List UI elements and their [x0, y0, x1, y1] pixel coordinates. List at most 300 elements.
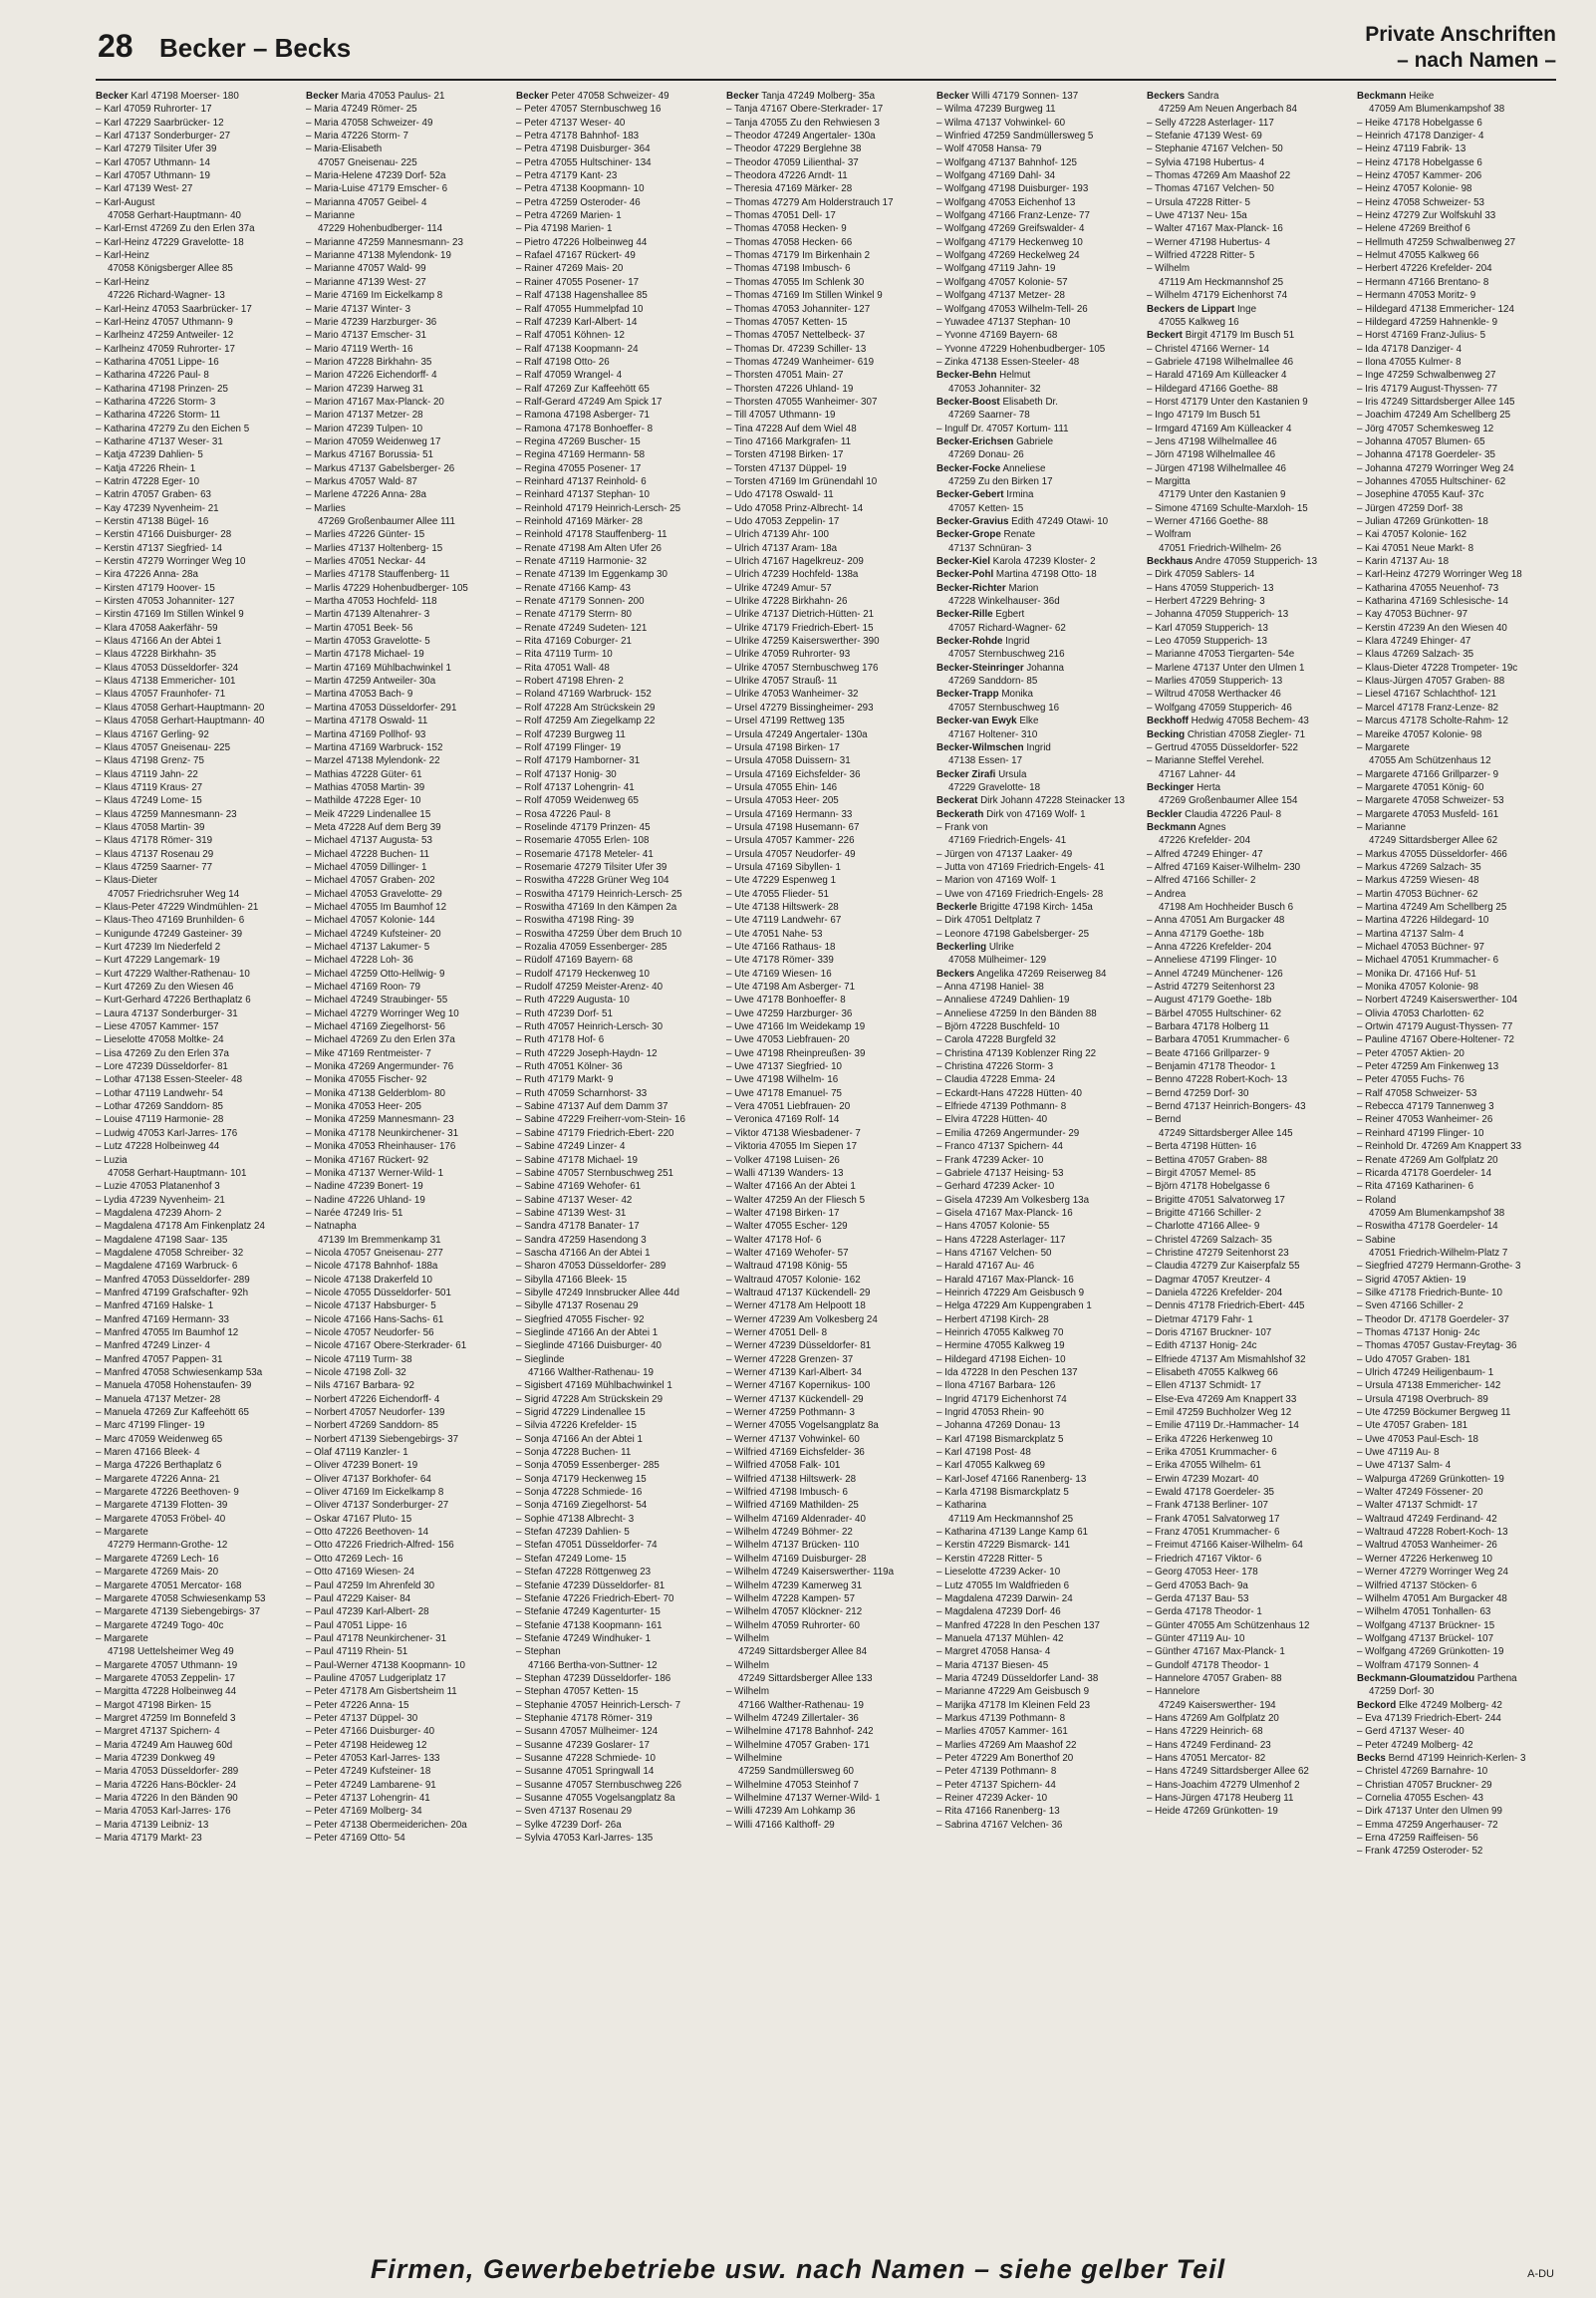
entry-text: – Michael 47053 Büchner- 97 [1357, 942, 1484, 953]
entry-text: – Torsten 47169 Im Grünendahl 10 [726, 475, 878, 487]
directory-entry [516, 409, 715, 422]
directory-entry [1147, 1566, 1346, 1579]
directory-entry [726, 369, 926, 382]
directory-entry [96, 1274, 295, 1287]
directory-entry [306, 1486, 505, 1499]
entry-text: – Gisela 47167 Max-Planck- 16 [936, 1207, 1073, 1219]
directory-entry [1147, 1433, 1346, 1446]
entry-text: 47249 Sittardsberger Allee 62 [1369, 835, 1498, 847]
directory-entry [1357, 1779, 1556, 1792]
entry-text: – Christian 47057 Bruckner- 29 [1357, 1779, 1492, 1791]
entry-text: – Heinz 47058 Schweizer- 53 [1357, 196, 1484, 208]
entry-text: – Olaf 47119 Kanzler- 1 [306, 1447, 408, 1459]
directory-entry [726, 1180, 926, 1193]
directory-entry [936, 1379, 1136, 1392]
entry-text: – Margarete 47051 König- 60 [1357, 781, 1484, 793]
entry-text: – Anna 47179 Goethe- 18b [1147, 928, 1264, 940]
entry-text: – Ute 47051 Nahe- 53 [726, 928, 823, 940]
directory-entry [516, 1645, 715, 1658]
entry-text: – Klaus 47057 Fraunhofer- 71 [96, 689, 226, 701]
directory-entry [96, 1366, 295, 1379]
directory-entry [1357, 1580, 1556, 1592]
directory-entry [96, 635, 295, 648]
entry-surname: Beckert [1147, 330, 1183, 342]
entry-text: Karl 47198 Moerser- 180 [131, 91, 239, 102]
entry-text: – Helene 47269 Breithof 6 [1357, 223, 1470, 235]
directory-entry [516, 1220, 715, 1233]
directory-entry [1357, 1473, 1556, 1486]
entry-text: 47166 Walther-Rathenau- 19 [528, 1367, 654, 1378]
directory-entry [726, 542, 926, 555]
entry-text: – Magdalena 47239 Ahorn- 2 [96, 1207, 222, 1219]
entry-text: – Rita 47169 Katharinen- 6 [1357, 1181, 1474, 1193]
directory-entry [1357, 329, 1556, 342]
directory-entry [1357, 502, 1556, 515]
entry-text: – Wilhelm 47249 Böhmer- 22 [726, 1527, 853, 1539]
entry-text: – Siegfried 47279 Hermann-Grothe- 3 [1357, 1261, 1521, 1273]
directory-entry [1357, 1659, 1556, 1672]
entry-surname: Becker-Boost [936, 396, 1000, 408]
entry-text: – Jürgen 47198 Wilhelmallee 46 [1147, 462, 1286, 474]
directory-entry [306, 914, 505, 927]
entry-surname: Becker-Kiel [936, 556, 990, 568]
directory-entry [1357, 435, 1556, 448]
entry-text: – Wolfgang 47137 Brückel- 107 [1357, 1632, 1494, 1644]
entry-text: – Frank 47239 Acker- 10 [936, 1154, 1044, 1166]
entry-text: – Lieselotte 47239 Acker- 10 [936, 1567, 1061, 1579]
entry-text: – Thomas 47058 Hecken- 66 [726, 236, 853, 248]
directory-entry [516, 1299, 715, 1312]
directory-entry [1357, 423, 1556, 435]
directory-entry [306, 1247, 505, 1260]
directory-entry [96, 888, 295, 901]
directory-entry [96, 1752, 295, 1765]
page-header [0, 0, 1596, 80]
directory-entry [516, 808, 715, 821]
directory-entry [726, 130, 926, 143]
directory-entry [1147, 622, 1346, 635]
directory-entry [516, 781, 715, 794]
entry-text: – Margarete 47053 Musfeld- 161 [1357, 808, 1499, 820]
entry-text: – Karl-Heinz [96, 250, 149, 262]
entry-text: – Maria 47139 Leibniz- 13 [96, 1819, 209, 1831]
entry-text: – Ursula 47198 Birken- 17 [726, 741, 840, 753]
entry-text: 47198 Am Hochheider Busch 6 [1159, 901, 1294, 913]
directory-entry [726, 1353, 926, 1366]
directory-entry [96, 1073, 295, 1086]
entry-text: – Klaus 47058 Martin- 39 [96, 821, 205, 833]
directory-entry [1357, 848, 1556, 861]
directory-entry [516, 941, 715, 954]
directory-entry [516, 329, 715, 342]
directory-entry [516, 728, 715, 741]
directory-entry [1147, 1699, 1346, 1712]
entry-text: – Katharina 47226 Storm- 3 [96, 396, 216, 408]
directory-entry [516, 1020, 715, 1033]
directory-entry [96, 289, 295, 302]
entry-text: – Rolf 47199 Flinger- 19 [516, 741, 622, 753]
directory-entry [516, 1087, 715, 1100]
directory-entry [306, 1274, 505, 1287]
directory-entry [516, 117, 715, 130]
entry-text: Ursula [998, 768, 1027, 780]
directory-entry [726, 848, 926, 861]
directory-entry [726, 488, 926, 501]
entry-text: – Kerstin 47166 Duisburger- 28 [96, 529, 232, 541]
entry-surname: Becker-Steinringer [936, 662, 1024, 674]
entry-text: – Katrin 47057 Graben- 63 [96, 489, 212, 501]
entry-text: – Alfred 47249 Ehinger- 47 [1147, 848, 1263, 860]
directory-entry [936, 794, 1136, 807]
entry-text: – Kerstin 47137 Siegfried- 14 [96, 542, 222, 554]
directory-entry [726, 1645, 926, 1658]
directory-entry [306, 1207, 505, 1220]
entry-text: – Ursula 47169 Hermann- 33 [726, 808, 853, 820]
entry-text: – Ralf 47055 Hummelpfad 10 [516, 303, 644, 315]
entry-text: – Liese 47057 Kammer- 157 [96, 1021, 219, 1033]
entry-text: – Sabine 47139 West- 31 [516, 1207, 627, 1219]
entry-text: – Karl 47057 Uthmann- 19 [96, 170, 210, 182]
entry-text: – Mario 47137 Emscher- 31 [306, 330, 426, 342]
entry-text: – Waltrud 47053 Wanheimer- 26 [1357, 1540, 1497, 1552]
directory-entry [1147, 448, 1346, 461]
directory-entry [516, 1274, 715, 1287]
entry-text: – Stefanie 47239 Düsseldorfer- 81 [516, 1580, 665, 1591]
directory-entry [726, 781, 926, 794]
directory-entry [306, 1060, 505, 1073]
directory-entry [1357, 595, 1556, 608]
entry-text: – Thomas 47167 Velchen- 50 [1147, 183, 1274, 195]
entry-text: – Ruth 47179 Markt- 9 [516, 1074, 614, 1086]
entry-text: – Michael 47228 Loh- 36 [306, 955, 413, 967]
directory-entry [1147, 1234, 1346, 1247]
directory-entry [1147, 794, 1346, 807]
entry-text: – Rozalia 47059 Essenberger- 285 [516, 942, 667, 953]
directory-column-3 [516, 90, 715, 2232]
directory-entry [96, 276, 295, 289]
entry-text: – Hannelore 47057 Graben- 88 [1147, 1672, 1282, 1684]
directory-column-6 [1147, 90, 1346, 2232]
entry-surname: Becker-Rille [936, 609, 993, 621]
directory-entry [96, 555, 295, 568]
directory-entry [306, 396, 505, 409]
entry-text: – Petra 47055 Hultschiner- 134 [516, 156, 652, 168]
directory-entry [936, 941, 1136, 954]
directory-entry [516, 1326, 715, 1339]
directory-entry [1357, 662, 1556, 675]
directory-entry [1357, 1020, 1556, 1033]
entry-text: – Paul 47229 Kaiser- 84 [306, 1592, 411, 1604]
directory-entry [516, 1513, 715, 1526]
directory-entry [516, 1379, 715, 1392]
directory-entry [96, 954, 295, 967]
entry-text: – Uwe 47137 Siegfried- 10 [726, 1061, 843, 1073]
directory-entry [1147, 289, 1346, 302]
entry-text: Martina 47198 Otto- 18 [995, 569, 1097, 581]
directory-entry [1357, 130, 1556, 143]
entry-text: – Martina 47169 Pollhof- 93 [306, 728, 426, 740]
entry-text: – Thorsten 47055 Wanheimer- 307 [726, 396, 878, 408]
entry-text: – Karl 47229 Saarbrücker- 12 [96, 117, 224, 129]
entry-text: – Dennis 47178 Friedrich-Ebert- 445 [1147, 1300, 1305, 1312]
directory-entry [1147, 781, 1346, 794]
directory-entry [516, 1007, 715, 1020]
entry-text: – Olivia 47053 Charlotten- 62 [1357, 1007, 1484, 1019]
directory-entry [726, 1459, 926, 1472]
directory-entry [726, 1672, 926, 1685]
entry-text: – Karl 47137 Sonderburger- 27 [96, 131, 231, 143]
directory-entry [1147, 808, 1346, 821]
entry-text: – Petra 47269 Marien- 1 [516, 210, 622, 222]
directory-entry [936, 1672, 1136, 1685]
directory-entry [1357, 941, 1556, 954]
directory-entry [726, 1274, 926, 1287]
entry-text: – Klaus 47053 Düsseldorfer- 324 [96, 662, 239, 674]
directory-entry [1147, 1739, 1346, 1752]
directory-entry [516, 1580, 715, 1592]
entry-text: – Klaus 47119 Kraus- 27 [96, 781, 203, 793]
directory-entry [1357, 1366, 1556, 1379]
entry-surname: Beckmann [1147, 821, 1197, 833]
entry-text: – Kerstin 47228 Ritter- 5 [936, 1553, 1043, 1565]
entry-text: – Ute 47119 Landwehr- 67 [726, 915, 842, 927]
entry-text: – Reinhold Dr. 47269 Am Knappert 33 [1357, 1141, 1522, 1153]
entry-text: – Margitta 47228 Holbeinweg 44 [96, 1686, 237, 1698]
entry-text: – Wilhelm [726, 1686, 770, 1698]
directory-entry [306, 448, 505, 461]
directory-entry [1147, 1779, 1346, 1792]
directory-entry [96, 1659, 295, 1672]
entry-text: – Marion 47239 Tulpen- 10 [306, 423, 423, 434]
directory-entry [936, 781, 1136, 794]
directory-entry [726, 169, 926, 182]
entry-text: – Vera 47051 Liebfrauen- 20 [726, 1101, 851, 1113]
entry-text: – Martin 47053 Büchner- 62 [1357, 888, 1478, 900]
directory-entry [936, 1699, 1136, 1712]
entry-text: – Wilfried 47138 Hiltswerk- 28 [726, 1473, 857, 1485]
directory-entry [306, 608, 505, 621]
entry-text: – Kurt 47269 Zu den Wiesen 46 [96, 982, 234, 994]
entry-text: – Rudolf 47259 Meister-Arenz- 40 [516, 982, 664, 994]
directory-entry [936, 249, 1136, 262]
directory-entry [1147, 688, 1346, 701]
entry-text: – Marc 47199 Flinger- 19 [96, 1420, 205, 1432]
entry-text: – Stefan 47228 Röttgenweg 23 [516, 1567, 652, 1579]
entry-text: – Monika Dr. 47166 Huf- 51 [1357, 968, 1476, 980]
directory-entry [1147, 928, 1346, 941]
entry-text: Willi 47179 Sonnen- 137 [971, 91, 1079, 102]
directory-entry [1357, 90, 1556, 103]
entry-text: Ingrid [1005, 636, 1030, 648]
entry-text: – Wilfried 47198 Imbusch- 6 [726, 1487, 848, 1499]
entry-text: – Monika 47259 Mannesmann- 23 [306, 1114, 454, 1126]
entry-text: – Paul 47259 Im Ahrenfeld 30 [306, 1580, 435, 1591]
entry-text: – Karl-Ernst 47269 Zu den Erlen 37a [96, 223, 255, 235]
entry-text: – Martin 47178 Michael- 19 [306, 649, 424, 661]
directory-entry [516, 1073, 715, 1086]
directory-entry [726, 276, 926, 289]
directory-entry [516, 103, 715, 116]
entry-text: – Wilhelm [1147, 263, 1191, 275]
entry-text: – Jürgen 47259 Dorf- 38 [1357, 502, 1463, 514]
directory-entry [516, 1033, 715, 1046]
entry-text: 47167 Lahner- 44 [1159, 768, 1236, 780]
entry-text: – Thomas 47051 Dell- 17 [726, 210, 836, 222]
directory-entry [726, 1406, 926, 1419]
directory-entry [726, 1699, 926, 1712]
directory-entry [306, 1020, 505, 1033]
directory-entry [936, 874, 1136, 887]
directory-entry [96, 196, 295, 209]
entry-text: – Walter 47137 Schmidt- 17 [1357, 1500, 1478, 1512]
directory-entry [516, 1659, 715, 1672]
entry-text: – Marijka 47178 Im Kleinen Feld 23 [936, 1699, 1091, 1711]
entry-text: – Klara 47058 Aakerfähr- 59 [96, 622, 218, 634]
entry-text: 47058 Gerhart-Hauptmann- 101 [108, 1167, 247, 1179]
entry-text: – Sieglinde [516, 1353, 565, 1365]
entry-text: – Reinhard 47199 Flinger- 10 [1357, 1127, 1484, 1139]
directory-entry [936, 888, 1136, 901]
directory-entry [516, 888, 715, 901]
directory-entry [936, 994, 1136, 1006]
directory-entry [936, 1127, 1136, 1140]
entry-text: – Christine 47279 Seitenhorst 23 [1147, 1247, 1289, 1259]
entry-text: – Mathias 47228 Güter- 61 [306, 768, 422, 780]
directory-entry [306, 1234, 505, 1247]
directory-entry [516, 1353, 715, 1366]
directory-entry [936, 648, 1136, 661]
directory-entry [936, 954, 1136, 967]
directory-entry [1357, 1287, 1556, 1299]
entry-text: – Herbert 47229 Behring- 3 [1147, 596, 1265, 608]
entry-text: – Dietmar 47179 Fahr- 1 [1147, 1313, 1253, 1325]
entry-text: – Margarete 47058 Schwiesenkamp 53 [96, 1592, 266, 1604]
entry-text: – Ulrich 47239 Hochfeld- 138a [726, 569, 859, 581]
directory-entry [1147, 156, 1346, 169]
directory-entry [1357, 169, 1556, 182]
entry-text: – Hans 47051 Mercator- 82 [1147, 1752, 1266, 1764]
entry-text: – Wilfried 47169 Eichsfelder- 36 [726, 1447, 865, 1459]
entry-text: – Sven 47166 Schiller- 2 [1357, 1300, 1463, 1312]
directory-entry [726, 182, 926, 195]
entry-text: – Manfred 47249 Linzer- 4 [96, 1340, 210, 1352]
directory-entry [516, 1313, 715, 1326]
directory-entry [936, 1619, 1136, 1632]
directory-entry [1357, 117, 1556, 130]
entry-text: – Nicole 47166 Hans-Sachs- 61 [306, 1313, 444, 1325]
entry-text: – Reinhold 47178 Stauffenberg- 11 [516, 529, 667, 541]
directory-entry [1147, 1526, 1346, 1539]
entry-text: – Sharon 47053 Düsseldorfer- 289 [516, 1261, 666, 1273]
directory-entry [936, 728, 1136, 741]
entry-text: – Uwe 47178 Emanuel- 75 [726, 1087, 843, 1099]
entry-text: – Theodora 47226 Arndt- 11 [726, 170, 848, 182]
entry-text: Ingrid [1026, 741, 1051, 753]
directory-entry [516, 196, 715, 209]
entry-surname: Becker-Erichsen [936, 435, 1014, 447]
directory-entry [936, 475, 1136, 488]
entry-text: Helmut [999, 370, 1031, 382]
entry-text: – Sonja 47059 Essenberger- 285 [516, 1460, 660, 1472]
entry-text: – Jutta von 47169 Friedrich-Engels- 41 [936, 861, 1105, 873]
entry-text: – Katharina 47198 Prinzen- 25 [96, 383, 228, 395]
entry-text: – Till 47057 Uthmann- 19 [726, 410, 836, 422]
directory-entry [96, 1299, 295, 1312]
directory-entry [96, 1553, 295, 1566]
entry-text: – Kurt 47229 Walther-Rathenau- 10 [96, 968, 250, 980]
directory-entry [96, 768, 295, 781]
entry-text: – Sabine 47057 Sternbuschweg 251 [516, 1167, 673, 1179]
entry-text: 47179 Unter den Kastanien 9 [1159, 489, 1286, 501]
directory-entry [1357, 1499, 1556, 1512]
entry-text: – Marion 47059 Weidenweg 17 [306, 435, 441, 447]
directory-entry [936, 1580, 1136, 1592]
directory-entry [96, 968, 295, 981]
directory-entry [1147, 1060, 1346, 1073]
directory-entry [936, 808, 1136, 821]
directory-entry [306, 169, 505, 182]
entry-text: – Johanna 47057 Blumen- 65 [1357, 435, 1485, 447]
entry-text: – Theodor 47059 Lilienthal- 37 [726, 156, 859, 168]
entry-text: – Klaus-Dieter [96, 875, 158, 887]
directory-entry [1147, 834, 1346, 847]
directory-entry [1147, 968, 1346, 981]
directory-entry [726, 1393, 926, 1406]
entry-text: – Klaus 47198 Grenz- 75 [96, 755, 204, 767]
entry-text: – Ursula 47053 Heer- 205 [726, 795, 839, 807]
entry-text: – Petra 47198 Duisburger- 364 [516, 144, 651, 155]
directory-entry [936, 236, 1136, 249]
entry-text: – Katja 47226 Rhein- 1 [96, 462, 196, 474]
directory-entry [936, 768, 1136, 781]
directory-entry [936, 303, 1136, 316]
entry-text: – Peter 47139 Pothmann- 8 [936, 1766, 1057, 1778]
directory-entry [1357, 1167, 1556, 1180]
directory-entry [936, 901, 1136, 914]
directory-entry [726, 821, 926, 834]
directory-entry [1147, 1379, 1346, 1392]
entry-text: – Udo 47057 Graben- 181 [1357, 1353, 1470, 1365]
entry-text: – Klaus-Dieter 47228 Trompeter- 19c [1357, 662, 1518, 674]
entry-text: – Rosemarie 47178 Meteler- 41 [516, 848, 654, 860]
entry-text: – Margarete 47226 Beethoven- 9 [96, 1487, 239, 1499]
directory-entry [1357, 316, 1556, 329]
directory-entry [306, 1805, 505, 1818]
directory-entry [1357, 1220, 1556, 1233]
entry-text: – Maria 47053 Düsseldorfer- 289 [96, 1766, 239, 1778]
entry-text: – Carola 47228 Burgfeld 32 [936, 1034, 1056, 1046]
directory-entry [1357, 1353, 1556, 1366]
entry-text: – Laura 47137 Sonderburger- 31 [96, 1007, 238, 1019]
directory-entry [1357, 1087, 1556, 1100]
directory-entry [516, 276, 715, 289]
directory-entry [516, 874, 715, 887]
entry-text: – Michael 47169 Ziegelhorst- 56 [306, 1021, 445, 1033]
directory-entry [726, 994, 926, 1006]
directory-entry [516, 1339, 715, 1352]
directory-entry [1357, 1592, 1556, 1605]
directory-entry [936, 156, 1136, 169]
directory-entry [1147, 1194, 1346, 1207]
entry-text: – Monika 47057 Kolonie- 98 [1357, 982, 1479, 994]
directory-entry [1147, 383, 1346, 396]
directory-entry [516, 1473, 715, 1486]
entry-text: – Ute 47259 Böckumer Bergweg 11 [1357, 1407, 1511, 1419]
entry-text: – Silvia 47226 Krefelder- 15 [516, 1420, 637, 1432]
entry-text: – Marianne [306, 210, 356, 222]
directory-entry [96, 1473, 295, 1486]
entry-text: – Markus 47167 Borussia- 51 [306, 449, 433, 461]
